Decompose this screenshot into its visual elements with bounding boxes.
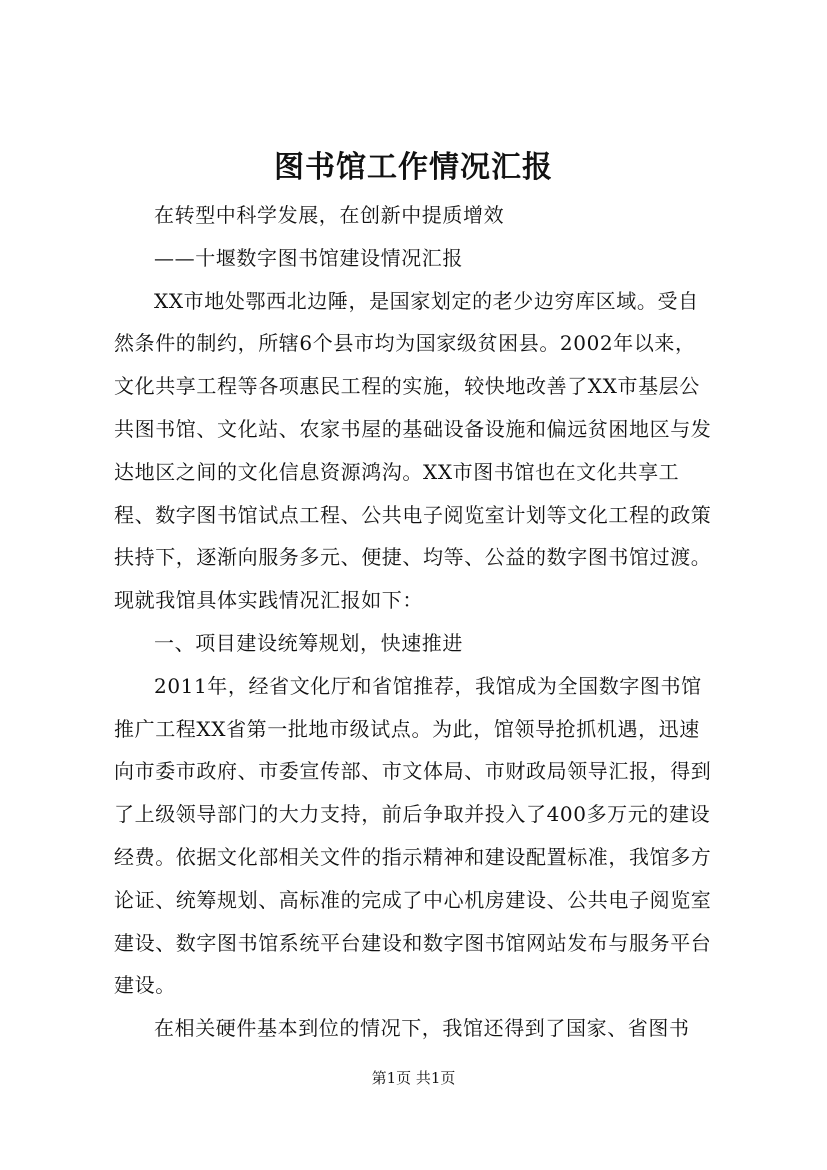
section-heading: 一、项目建设统筹规划，快速推进 <box>154 630 463 655</box>
page-footer: 第1页 共1页 <box>371 1069 456 1087</box>
body-paragraph: XX市地处鄂西北边陲，是国家划定的老少边穷库区域。受自然条件的制约，所辖6个县市均为国家级贫困县。2002年以来，文化共享工程等各项惠民工程的实施，较快地改善了XX市基层公共图书馆、文化站、农家书屋的基础设备设施和偏远贫困地区与发达地区之间的文化信息资源鸿沟。XX市图书馆也在文化共享工程、数字图书馆试点工程、公共电子阅览室计划等文化工程的政策扶持下，逐渐向服务多元、便捷、均等、公益的数字图书馆过渡。现就我馆具体实践情况汇报如下： <box>114 288 712 613</box>
subtitle-dash-paragraph: ——十堰数字图书馆建设情况汇报 <box>154 245 463 270</box>
body-paragraph: 2011年，经省文化厅和省馆推荐，我馆成为全国数字图书馆推广工程XX省第一批地市级试点。为此，馆领导抢抓机遇，迅速向市委市政府、市委宣传部、市文体局、市财政局领导汇报，得到了上级领导部门的大力支持，前后争取并投入了400多万元的建设经费。依据文化部相关文件的指示精神和建设配置标准，我馆多方论证、统筹规划、高标准的完成了中心机房建设、公共电子阅览室建设、数字图书馆系统平台建设和数字图书馆网站发布与服务平台建设。 <box>114 673 712 998</box>
subtitle-paragraph: 在转型中科学发展，在创新中提质增效 <box>154 203 505 227</box>
document-body <box>114 194 716 1050</box>
document-title: 图书馆工作情况汇报 <box>274 150 553 185</box>
body-paragraph: 在相关硬件基本到位的情况下，我馆还得到了国家、省图书 <box>154 1016 690 1041</box>
